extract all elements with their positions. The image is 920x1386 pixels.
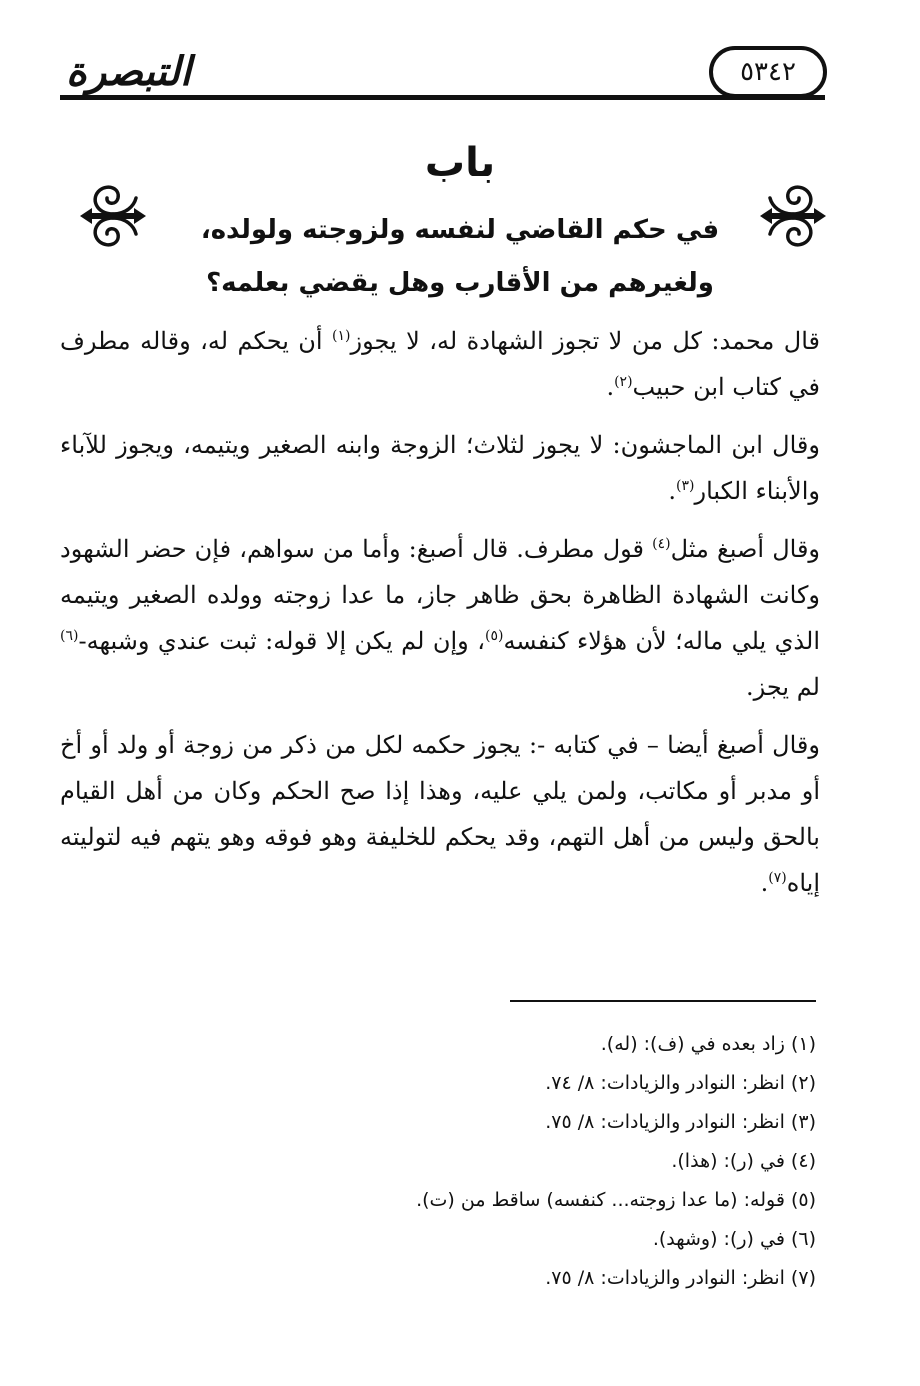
paragraph-text: ، وإن لم يكن إلا قوله: ثبت عندي وشبهه-	[78, 627, 485, 655]
ornament-left-icon	[76, 176, 150, 256]
header-rule	[60, 95, 825, 100]
paragraph-text: قول مطرف. قال أصبغ: وأما من سواهم، فإن حضر الشهود وكانت الشهادة الظاهرة بحق ظاهر جاز، ما عدا زوجته وولده الصغير ويتيمه الذي يلي ماله؛ لأن هؤلاء كنفسه	[60, 535, 820, 655]
footnote-marker: (٥)	[484, 628, 504, 644]
chapter-subtitle-line-1: في حكم القاضي لنفسه ولزوجته ولولده،	[200, 215, 720, 245]
paragraph-text: لم يجز.	[746, 673, 820, 701]
chapter-heading: باب	[424, 140, 496, 186]
footnote-marker: (٧)	[768, 870, 787, 886]
ornament-right-icon	[756, 176, 830, 256]
footnotes	[380, 1025, 816, 1298]
paragraph-text: .	[606, 373, 615, 401]
footnote: (٧) انظر: النوادر والزيادات: ٨/ ٧٥.	[545, 1267, 816, 1289]
paragraph-text: وقال أصبغ مثل	[670, 535, 821, 563]
paragraph-text: وقال أصبغ أيضا – في كتابه -: يجوز حكمه لكل من ذكر من زوجة أو ولد أو أخ أو مدبر أو مكاتب، ولمن يلي عليه، وهذا إذا صح الحكم وكان من أهل القيام بالحق وليس من أهل التهم، وقد يحكم للخليفة وهو فوقه وهو يتهم فيه لتوليته إياه	[60, 731, 820, 897]
page-number: ٥٣٤٢	[740, 57, 796, 87]
paragraph-text: قال محمد: كل من لا تجوز الشهادة له، لا يجوز	[350, 327, 820, 355]
book-title: التبصرة	[66, 48, 192, 95]
footnote: (٦) في (ر): (وشهد).	[652, 1228, 816, 1250]
footnote: (٢) انظر: النوادر والزيادات: ٨/ ٧٤.	[545, 1072, 816, 1094]
page-number-badge	[709, 46, 827, 98]
page-header	[60, 44, 825, 108]
paragraph-text: أن يحكم له، وقاله مطرف في كتاب ابن حبيب	[60, 327, 820, 401]
paragraph-text: وقال ابن الماجشون: لا يجوز لثلاث؛ الزوجة وابنه الصغير ويتيمه، ويجوز للآباء والأبناء الكبار	[60, 431, 820, 505]
footnote-marker: (٣)	[676, 478, 695, 494]
footnote: (١) زاد بعده في (ف): (له).	[600, 1033, 816, 1055]
footnote-marker: (٢)	[614, 374, 633, 390]
footnote: (٣) انظر: النوادر والزيادات: ٨/ ٧٥.	[545, 1111, 816, 1133]
chapter-subtitle-line-2: ولغيرهم من الأقارب وهل يقضي بعلمه؟	[206, 268, 714, 298]
footnote: (٥) قوله: (ما عدا زوجته... كنفسه) ساقط من (ت).	[416, 1189, 816, 1211]
paragraph-text: .	[668, 477, 677, 505]
footnote-marker: (٤)	[652, 536, 671, 552]
main-text	[60, 318, 820, 918]
footnote-marker: (٦)	[60, 628, 79, 644]
paragraph-text: .	[760, 869, 769, 897]
paragraph	[60, 422, 820, 514]
footnote-marker: (١)	[332, 328, 351, 344]
footnote-separator	[510, 1000, 816, 1002]
footnote: (٤) في (ر): (هذا).	[671, 1150, 816, 1172]
paragraph	[60, 526, 820, 710]
paragraph	[60, 318, 820, 410]
paragraph	[60, 722, 820, 906]
